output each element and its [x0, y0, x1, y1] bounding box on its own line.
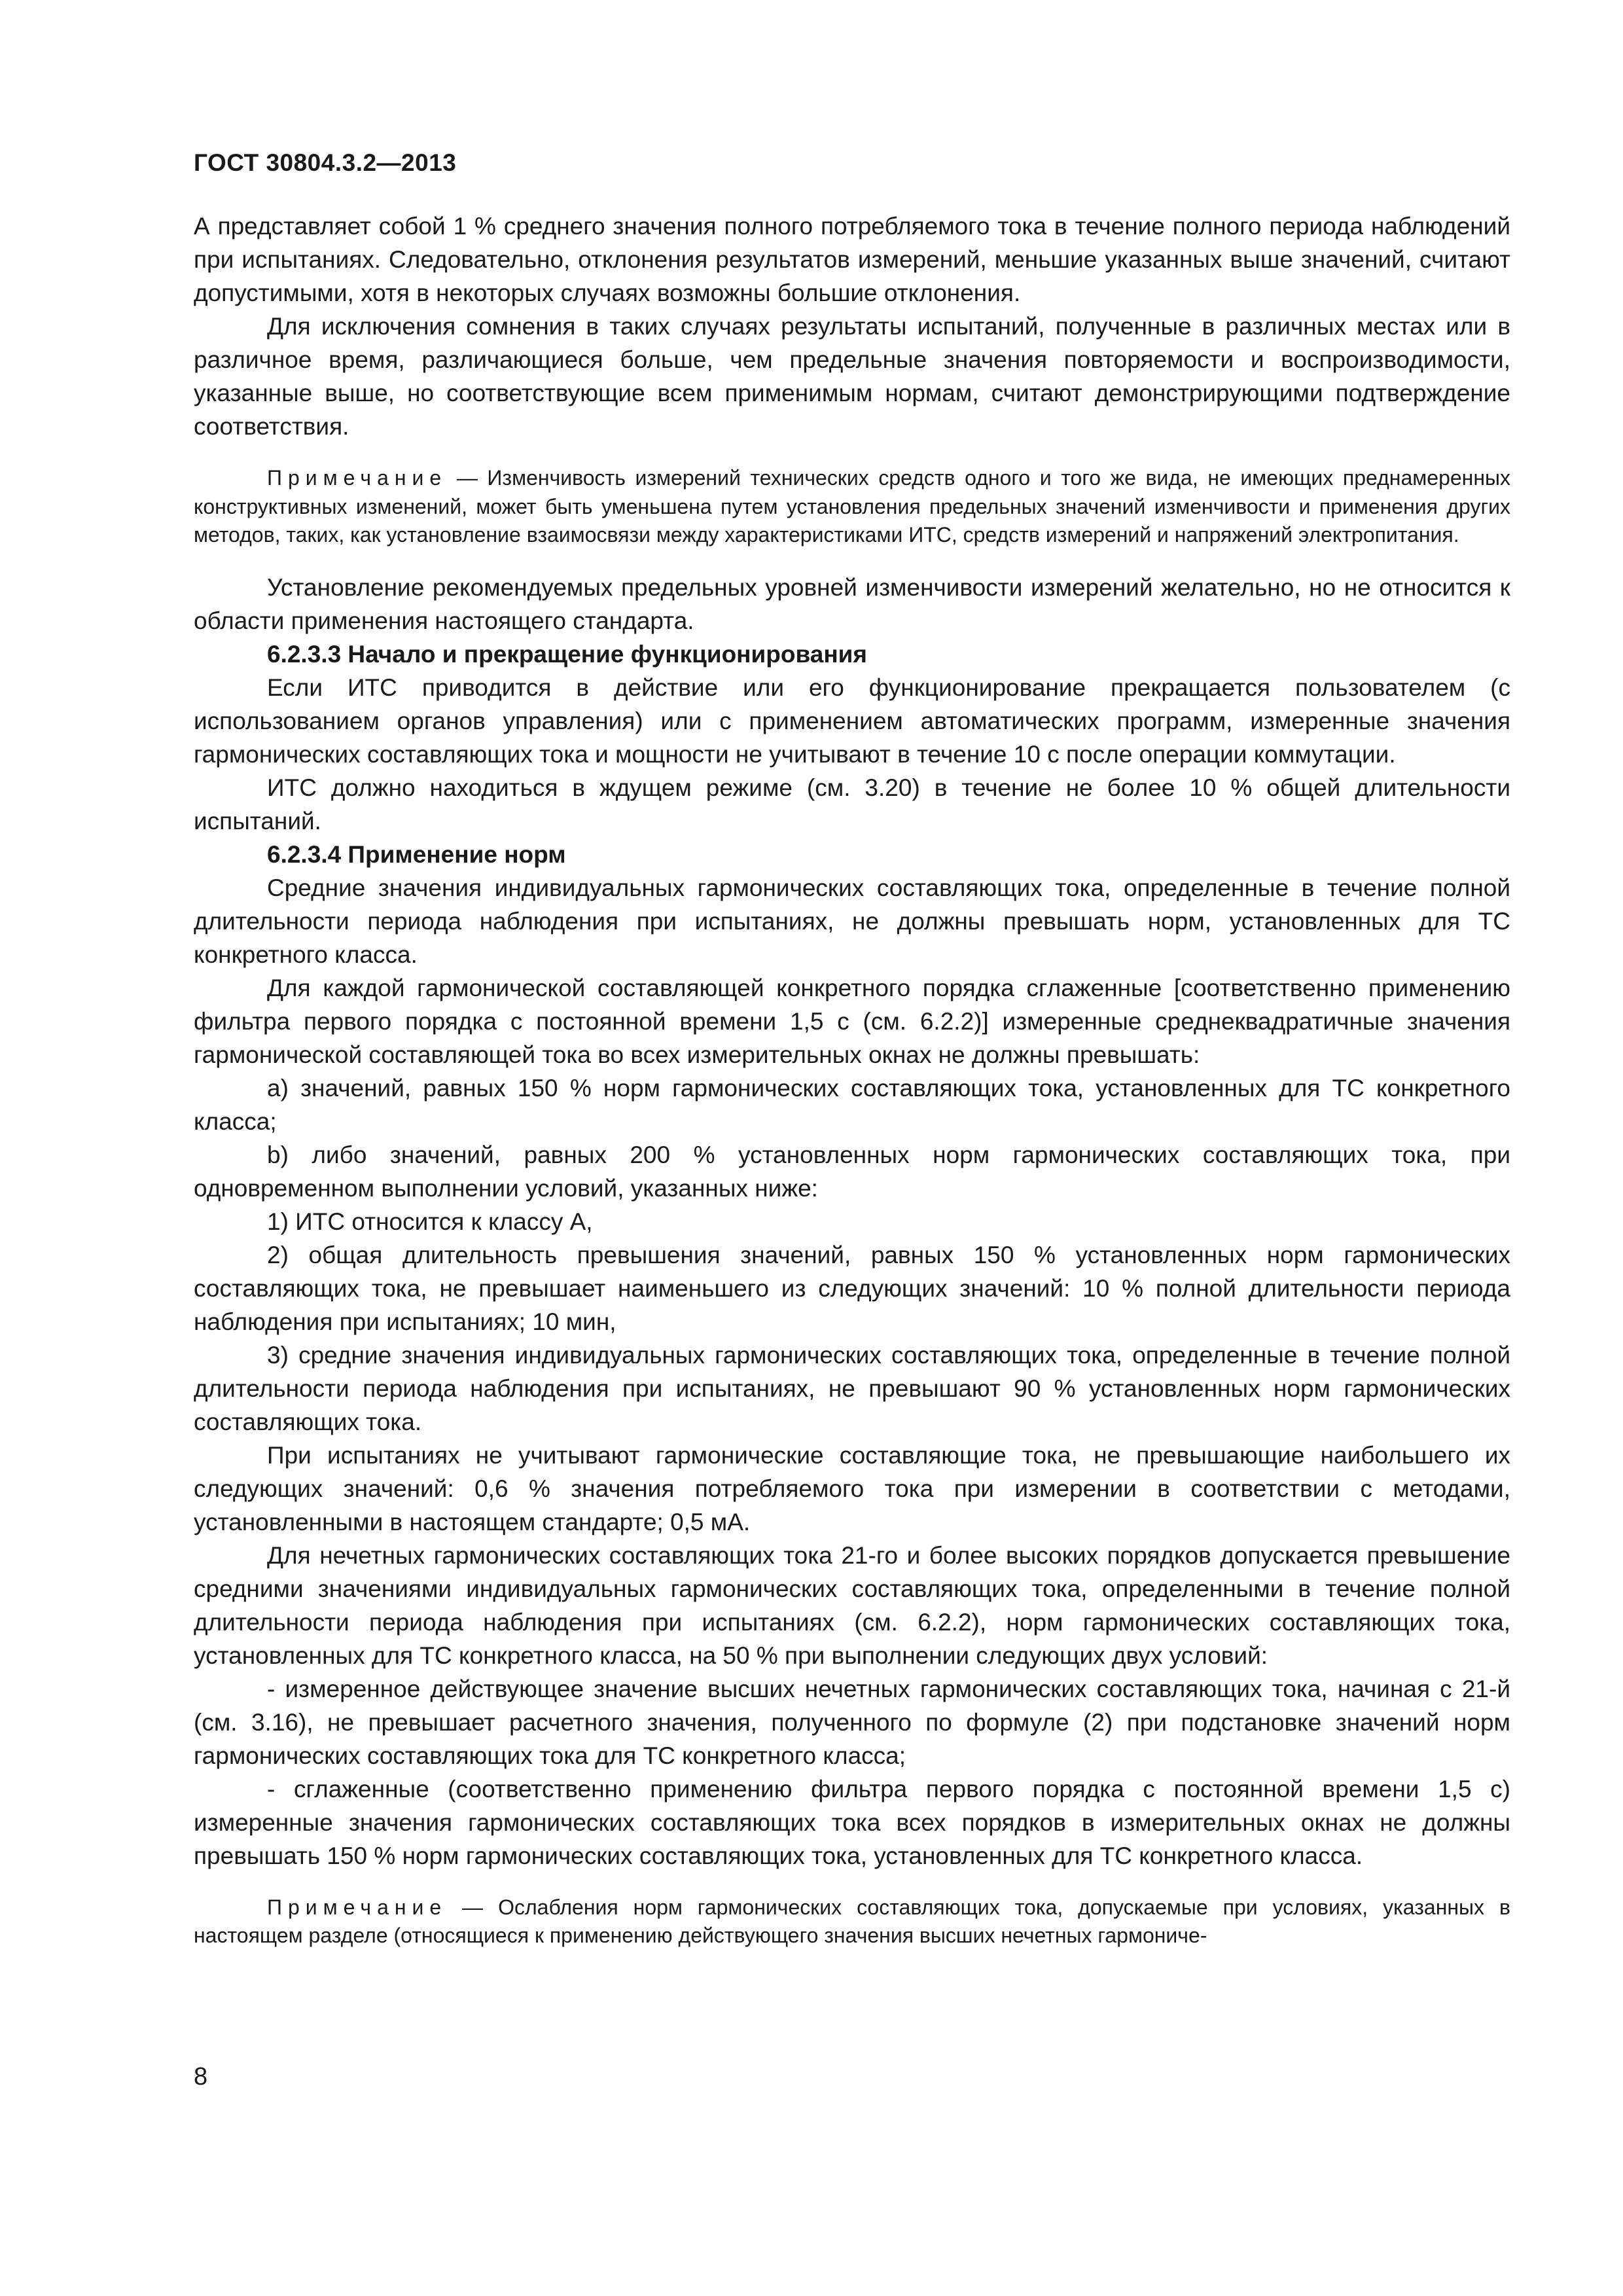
paragraph: При испытаниях не учитывают гармонические составляющие тока, не превышающие наибольшего их следующих значений: 0,6 % значения потребляемого тока при измерении в соответствии с методами, установленными в настоящем стандарте; 0,5 мА.: [194, 1441, 1510, 1535]
list-item: 2) общая длительность превышения значений, равных 150 % установленных норм гармонических составляющих тока, не превышает наименьшего из следующих значений: 10 % полной длительности периода наблюдения при испытаниях; 10 мин,: [194, 1241, 1510, 1335]
paragraph: Если ИТС приводится в действие или его функционирование прекращается пользователем (с использованием органов управления) или с применением автоматических программ, измеренные значения гармонических составляющих тока и мощности не учитывают в течение 10 с после операции коммутации.: [194, 673, 1510, 768]
section-heading: 6.2.3.4 Применение норм: [267, 840, 566, 868]
list-item: а) значений, равных 150 % норм гармонических составляющих тока, установленных для ТС конкретного класса;: [194, 1074, 1510, 1135]
list-item: 3) средние значения индивидуальных гармонических составляющих тока, определенные в течение полной длительности периода наблюдения при испытаниях, не превышают 90 % установленных норм гармонических составляющих тока.: [194, 1341, 1510, 1435]
paragraph: Для нечетных гармонических составляющих тока 21-го и более высоких порядков допускается превышение средними значениями индивидуальных гармонических составляющих тока, определенными в течение полной длительности периода наблюдения при испытаниях (см. 6.2.2), норм гармонических составляющих тока, установленных для ТС конкретного класса, на 50 % при выполнении следующих двух условий:: [194, 1541, 1510, 1669]
paragraph: ИТС должно находиться в ждущем режиме (см. 3.20) в течение не более 10 % общей длительности испытаний.: [194, 774, 1510, 834]
document-header: ГОСТ 30804.3.2—2013: [194, 149, 457, 176]
note-text: — Изменчивость измерений технических средств одного и того же вида, не имеющих преднамеренных конструктивных изменений, может быть уменьшена путем установления предельных значений изменчивости и применения других методов, таких, как установление взаимосвязи между характеристиками ИТС, средств измерений и напряжений электропитания.: [194, 466, 1510, 547]
note: [194, 1893, 1510, 1950]
list-item: 1) ИТС относится к классу А,: [267, 1208, 593, 1235]
note-text: — Ослабления норм гармонических составляющих тока, допускаемые при условиях, указанных в настоящем разделе (относящиеся к применению действующего значения высших нечетных гармониче-: [194, 1895, 1510, 1947]
note: [194, 464, 1510, 550]
document-body: [194, 209, 1510, 1950]
page-number: 8: [194, 2063, 208, 2090]
list-item: - измеренное действующее значение высших нечетных гармонических составляющих тока, начиная с 21-й (см. 3.16), не превышает расчетного значения, полученного по формуле (2) при подстановке значений норм гармонических составляющих тока для ТС конкретного класса;: [194, 1675, 1510, 1769]
paragraph: Средние значения индивидуальных гармонических составляющих тока, определенные в течение полной длительности периода наблюдения при испытаниях, не должны превышать норм, установленных для ТС конкретного класса.: [194, 874, 1510, 968]
paragraph: Установление рекомендуемых предельных уровней изменчивости измерений желательно, но не относится к области применения настоящего стандарта.: [194, 573, 1510, 634]
list-item: b) либо значений, равных 200 % установленных норм гармонических составляющих тока, при одновременном выполнении условий, указанных ниже:: [194, 1141, 1510, 1202]
paragraph: А представляет собой 1 % среднего значения полного потребляемого тока в течение полного периода наблюдений при испытаниях. Следовательно, отклонения результатов измерений, меньшие указанных выше значений, считают допустимыми, хотя в некоторых случаях возможны большие отклонения.: [194, 213, 1510, 306]
paragraph: Для исключения сомнения в таких случаях результаты испытаний, полученные в различных местах или в различное время, различающиеся больше, чем предельные значения повторяемости и воспроизводимости, указанные выше, но соответствующие всем применимым нормам, считают демонстрирующими подтверждение соответствия.: [194, 313, 1510, 440]
note-label: Примечание: [267, 466, 448, 490]
note-label: Примечание: [267, 1895, 448, 1919]
list-item: - сглаженные (соответственно применению фильтра первого порядка с постоянной времени 1,5 с) измеренные значения гармонических составляющих тока всех порядков в измерительных окнах не должны превышать 150 % норм гармонических составляющих тока, установленных для ТС конкретного класса.: [194, 1775, 1510, 1869]
paragraph: Для каждой гармонической составляющей конкретного порядка сглаженные [соответственно применению фильтра первого порядка с постоянной времени 1,5 с (см. 6.2.2)] измеренные среднеквадратичные значения гармонической составляющей тока во всех измерительных окнах не должны превышать:: [194, 974, 1510, 1068]
section-heading: 6.2.3.3 Начало и прекращение функционирования: [267, 640, 867, 668]
